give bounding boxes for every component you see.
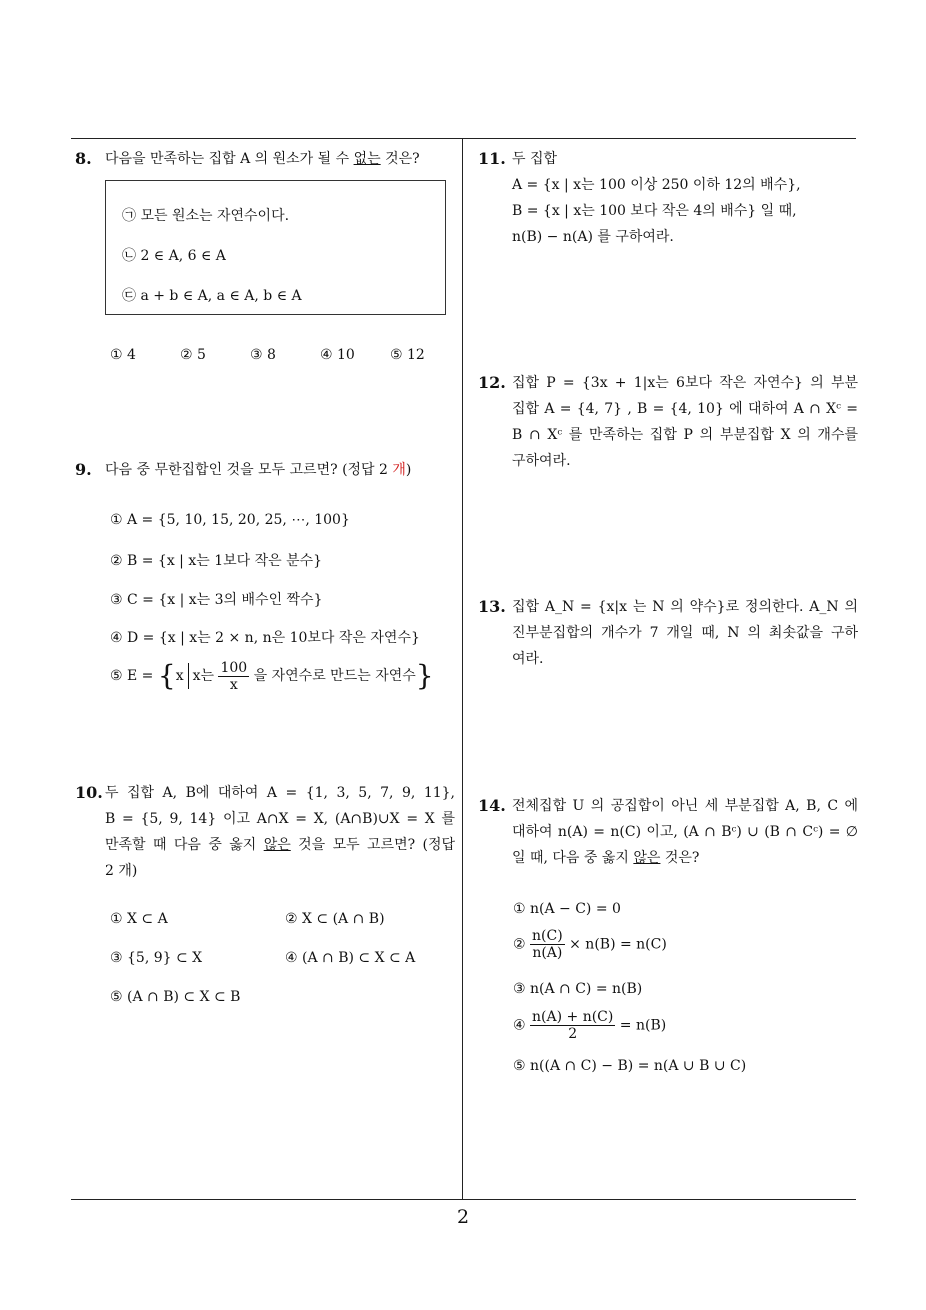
question-number: 14. — [478, 796, 506, 815]
question-number: 12. — [478, 373, 506, 392]
question-stem-line: 대하여 n(A) = n(C) 이고, (A ∩ Bᶜ) ∪ (B ∩ Cᶜ) = ∅ — [512, 824, 858, 840]
question-stem-line: 구하여라. — [512, 453, 571, 469]
left-brace: { — [157, 659, 176, 692]
question-stem-line: 전체집합 U 의 공집합이 아닌 세 부분집합 A, B, C 에 — [512, 798, 858, 814]
right-brace: } — [415, 659, 434, 692]
answer-option[interactable]: ⑤ E = {x x는 $\frac{100}{x}$ 을 자연수로 만드는 자연수} — [110, 659, 434, 693]
question-number: 13. — [478, 597, 506, 616]
question-number: 11. — [478, 149, 506, 168]
answer-option[interactable]: ⑤ n((A ∩ C) − B) = n(A ∪ B ∪ C) — [513, 1058, 747, 1074]
question-number: 8. — [75, 149, 92, 168]
answer-option[interactable]: ⑤ 12 — [390, 347, 425, 363]
fraction: $\frac{n(A) + n(C)}{2}$ — [532, 1009, 614, 1042]
answer-option[interactable]: ⑤ (A ∩ B) ⊂ X ⊂ B — [110, 989, 241, 1005]
question-10 — [75, 780, 455, 884]
question-11 — [478, 146, 858, 250]
page-number: 2 — [456, 1206, 470, 1228]
condition-item: ㉠ 모든 원소는 자연수이다. — [122, 208, 290, 224]
answer-option[interactable]: ① 4 — [110, 347, 136, 363]
question-stem-line: B ∩ Xᶜ 를 만족하는 집합 P 의 부분집합 X 의 개수를 — [512, 427, 858, 443]
underlined-word: 않은 — [263, 837, 291, 853]
bottom-rule — [71, 1199, 856, 1200]
question-stem: 다음 중 무한집합인 것을 모두 고르면? (정답 2 개) — [105, 462, 412, 478]
answer-option[interactable]: ④ (A ∩ B) ⊂ X ⊂ A — [285, 950, 416, 966]
underlined-word: 않은 — [633, 850, 661, 866]
question-stem: 다음을 만족하는 집합 A 의 원소가 될 수 없는 것은? — [105, 151, 420, 167]
highlighted-word: 개 — [392, 462, 406, 478]
question-stem-line: 여라. — [512, 651, 544, 667]
question-stem-line: 집합 A = {4, 7} , B = {4, 10} 에 대하여 A ∩ Xᶜ = — [512, 401, 858, 417]
answer-option[interactable]: ④ D = {x | x는 2 × n, n은 10보다 작은 자연수} — [110, 630, 420, 646]
question-stem-line: n(B) − n(A) 를 구하여라. — [512, 229, 674, 245]
fraction: $\frac{100}{x}$ — [220, 659, 248, 693]
top-rule — [71, 138, 856, 139]
question-9 — [75, 457, 455, 483]
set-builder-bar — [188, 663, 189, 689]
question-stem-line: 만족할 때 다음 중 옳지 않은 것을 모두 고르면? (정답 — [105, 837, 456, 853]
fraction: $\frac{n(C)}{n(A)}$ — [532, 928, 563, 961]
answer-option[interactable]: ④ $\frac{n(A) + n(C)}{2}$ = n(B) — [513, 1009, 667, 1042]
question-stem-line: 진부분집합의 개수가 7 개일 때, N 의 최솟값을 구하 — [512, 625, 858, 641]
question-stem-line: 두 집합 A, B에 대하여 A = {1, 3, 5, 7, 9, 11}, — [105, 785, 455, 801]
answer-option[interactable]: ① A = {5, 10, 15, 20, 25, ⋯, 100} — [110, 512, 350, 528]
answer-option[interactable]: ① n(A − C) = 0 — [513, 901, 621, 917]
question-stem-line: A = {x | x는 100 이상 250 이하 12의 배수}, — [512, 177, 801, 193]
answer-option[interactable]: ② 5 — [180, 347, 206, 363]
question-stem-line: 일 때, 다음 중 옳지 않은 것은? — [512, 850, 700, 866]
conditions-box — [105, 180, 446, 315]
answer-option[interactable]: ② $\frac{n(C)}{n(A)}$ × n(B) = n(C) — [513, 928, 667, 961]
condition-item: ㉢ a + b ∈ A, a ∈ A, b ∈ A — [122, 288, 302, 304]
answer-option[interactable]: ③ 8 — [250, 347, 276, 363]
question-number: 9. — [75, 460, 92, 479]
question-14 — [478, 793, 858, 871]
question-13 — [478, 594, 858, 672]
question-stem-line: 두 집합 — [512, 151, 558, 167]
answer-option[interactable]: ③ C = {x | x는 3의 배수인 짝수} — [110, 592, 323, 608]
question-stem-line: 집합 P = {3x + 1|x는 6보다 작은 자연수} 의 부분 — [512, 375, 858, 391]
answer-option[interactable]: ④ 10 — [320, 347, 355, 363]
question-stem-line: B = {5, 9, 14} 이고 A∩X = X, (A∩B)∪X = X 를 — [105, 811, 455, 827]
answer-option[interactable]: ③ n(A ∩ C) = n(B) — [513, 981, 643, 997]
answer-option[interactable]: ② X ⊂ (A ∩ B) — [285, 911, 385, 927]
condition-item: ㉡ 2 ∈ A, 6 ∈ A — [122, 248, 226, 264]
underlined-word: 없는 — [353, 151, 381, 167]
question-stem-line: 2 개) — [105, 863, 138, 879]
answer-option[interactable]: ② B = {x | x는 1보다 작은 분수} — [110, 553, 323, 569]
column-divider — [462, 138, 463, 1200]
question-number: 10. — [75, 783, 103, 802]
question-8 — [75, 146, 455, 172]
question-12 — [478, 370, 858, 474]
question-stem-line: 집합 A_N = {x|x 는 N 의 약수}로 정의한다. A_N 의 — [512, 599, 858, 615]
question-stem-line: B = {x | x는 100 보다 작은 4의 배수} 일 때, — [512, 203, 797, 219]
answer-option[interactable]: ③ {5, 9} ⊂ X — [110, 950, 203, 966]
answer-option[interactable]: ① X ⊂ A — [110, 911, 168, 927]
